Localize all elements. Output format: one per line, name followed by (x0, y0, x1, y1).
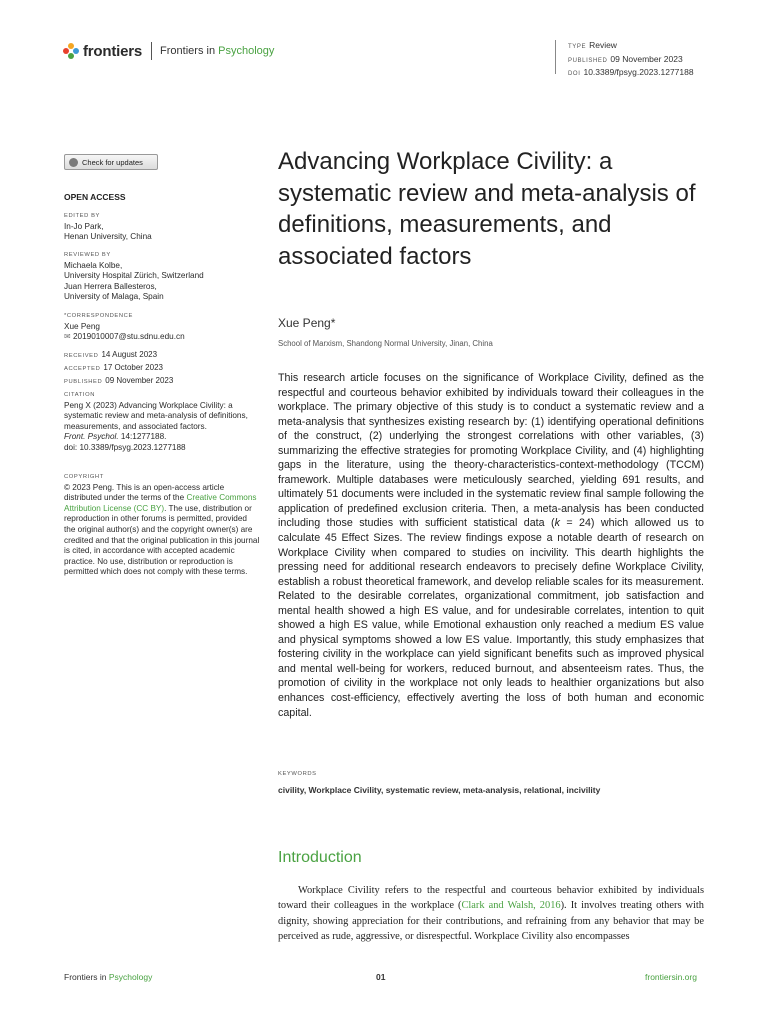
check-for-updates-button[interactable]: Check for updates (64, 154, 158, 170)
author-affiliation: School of Marxism, Shandong Normal University, Jinan, China (278, 339, 493, 348)
correspondence: *CORRESPONDENCE Xue Peng ✉ 2019010007@stu.sdnu.edu.cn (64, 313, 185, 342)
dates: RECEIVED 14 August 2023 ACCEPTED 17 October 2023 PUBLISHED 09 November 2023 (64, 350, 174, 385)
introduction-paragraph: Workplace Civility refers to the respectful and courteous behavior exhibited by individuals toward their colleagues in the workplace (Clark and Walsh, 2016). It involves treating others with dignity, showing appreciation for their contributions, and refraining from any behavior that may be perceived as rude, aggressive, or disrespectful. Workplace Civility also encompasses (278, 885, 704, 943)
article-meta: TYPE Review PUBLISHED 09 November 2023 DOI 10.3389/fpsyg.2023.1277188 (568, 40, 694, 77)
citation-link[interactable]: Clark and Walsh, 2016 (461, 900, 561, 912)
edited-by: EDITED BY In-Jo Park, Henan University, China (64, 213, 152, 242)
page-number: 01 (376, 972, 386, 982)
check-updates-icon (69, 158, 78, 167)
footer-journal: Frontiers in Psychology (64, 972, 153, 982)
logo-text: frontiers (83, 42, 143, 60)
logo-divider (151, 42, 152, 60)
doi-link[interactable]: 10.3389/fpsyg.2023.1277188 (583, 67, 694, 77)
frontiers-logo-icon (63, 43, 79, 59)
frontiers-logo[interactable] (63, 42, 274, 60)
article-title: Advancing Workplace Civility: a systematic review and meta-analysis of definitions, measurements, and associated factors (278, 148, 696, 270)
meta-divider (555, 40, 556, 74)
copyright: COPYRIGHT © 2023 Peng. This is an open-access article distributed under the terms of the Creative Commons Attribution License (CC BY). The use, distribution or reproduction in other forums is permitted, provided the original author(s) and the copyright owner(s) are credited and that the original publication in this journal is cited, in accordance with accepted academic practice. No use, distribution or reproduction is permitted which does not comply with these terms. (64, 474, 260, 577)
citation: CITATION Peng X (2023) Advancing Workplace Civility: a systematic review and meta-analysis of definitions, measurements, and associated factors. Front. Psychol. 14:1277188. doi: 10.3389/fpsyg.2023.1277188 (64, 392, 248, 452)
cc-by-license-link[interactable]: Creative Commons Attribution License (CC BY) (64, 493, 257, 513)
reviewed-by: REVIEWED BY Michaela Kolbe, University Hospital Zürich, Switzerland Juan Herrera Ballesteros, University of Malaga, Spain (64, 252, 204, 302)
author-name[interactable]: Xue Peng* (278, 316, 336, 330)
introduction-heading: Introduction (278, 849, 362, 866)
keywords: civility, Workplace Civility, systematic review, meta-analysis, relational, incivility (278, 785, 601, 795)
open-access-label: OPEN ACCESS (64, 192, 126, 202)
abstract: This research article focuses on the significance of Workplace Civility, defined as the respectful and courteous behavior exhibited by individuals toward their colleagues in the workplace. The primary objective of this study is to conduct a systematic review and a meta-analysis that synthesizes existing research by: (1) identifying operational definitions of the construct, (2) underlying the strongest correlations with other variables, (3) summarizing the effective strategies for promoting Workplace Civility, and (4) highlighting gaps in the literature, using the theory-characteristics-context-methodology (TCCM) framework. Multiple databases were meticulously searched, yielding 691 results, and ultimately 51 documents were included in the systematic review final sample following the application of predefined exclusion criteria. Then, a meta-analysis has been conducted including those studies with sufficient statistical data (k = 24) which allowed us to calculate 45 Effect Sizes. The review findings expose a notable dearth of research on Workplace Civility when compared to studies on incivility. This dearth highlights the pressing need for additional research endeavors to precisely define Workplace Civility, establish a robust theoretical framework, and develop reliable scales for its measurement. Related to the desirable correlates, organizational commitment, job satisfaction and mental health showed a high ES value, and for undesirable correlates, intention to quit showed a high ES value, while Emotional exhaustion only reached a medium ES value and physical symptoms showed a low ES value. Importantly, this study emphasizes that fostering civility in the workplace can yield significant benefits such as improved physical and mental well-being for workers, reduced burnout, and absenteeism rates. Thus, the promotion of civility in the workplace not only leads to healthier organizations but also enhances cost-efficiency, effectively averting the loss of both human and economic capital. (278, 372, 704, 719)
footer-site-link[interactable]: frontiersin.org (645, 972, 697, 982)
email-icon: ✉ (64, 332, 71, 342)
correspondence-email[interactable]: 2019010007@stu.sdnu.edu.cn (72, 332, 185, 342)
journal-title[interactable]: Frontiers in Psychology (160, 45, 275, 57)
keywords-label: KEYWORDS (278, 771, 317, 777)
